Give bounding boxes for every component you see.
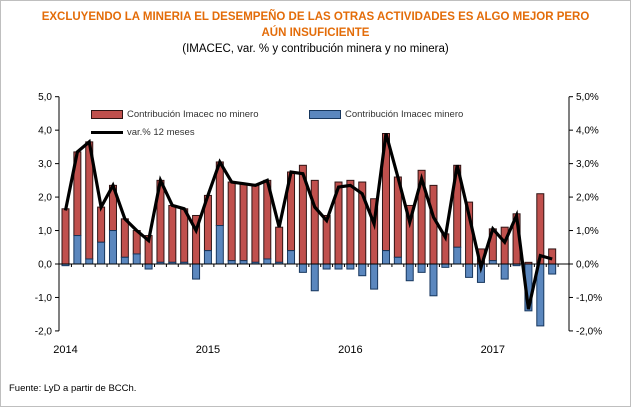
y-tick-label-left: 0,0 (38, 259, 52, 271)
source-note: Fuente: LyD a partir de BCCh. (9, 383, 137, 394)
bar-no-mining (121, 219, 128, 257)
bar-no-mining (181, 209, 188, 263)
bar-mining (406, 264, 413, 281)
bar-mining (347, 264, 354, 269)
y-tick-label-right: 2,0% (576, 192, 599, 204)
legend-item-no-mining (91, 108, 258, 120)
y-tick-label-right: -2,0% (576, 326, 603, 338)
bar-mining (382, 251, 389, 264)
x-year-label: 2016 (338, 343, 363, 356)
bar-no-mining (276, 227, 283, 262)
legend-label-mining: Contribución Imacec minero (345, 108, 464, 120)
bar-mining (98, 242, 105, 264)
legend-item-line (91, 126, 195, 138)
bar-mining (394, 257, 401, 264)
bar-mining (109, 231, 116, 264)
x-year-label: 2017 (480, 343, 506, 356)
bar-mining (145, 264, 152, 269)
y-tick-label-left: -1,0 (34, 292, 52, 304)
bar-no-mining (537, 194, 544, 264)
legend-swatch-no-mining (91, 110, 123, 119)
bar-mining (216, 226, 223, 264)
bar-no-mining (228, 182, 235, 261)
bar-no-mining (62, 209, 69, 264)
chart-title-line1: EXCLUYENDO LA MINERIA EL DESEMPEÑO DE LAS OTRAS ACTIVIDADES ES ALGO MEJOR PERO (41, 11, 590, 23)
bar-no-mining (169, 205, 176, 262)
y-tick-label-left: -2,0 (34, 326, 52, 338)
bar-mining (133, 254, 140, 264)
chart-title-line2: AÚN INSUFICIENTE (261, 27, 370, 39)
y-tick-label-left: 5,0 (38, 92, 52, 104)
bar-mining (454, 247, 461, 264)
legend-swatch-line (91, 131, 123, 134)
bar-no-mining (501, 227, 508, 264)
y-tick-label-right: 0,0% (576, 259, 599, 271)
bar-mining (430, 264, 437, 296)
legend-label-line: var.% 12 meses (127, 126, 195, 138)
x-year-label: 2015 (195, 343, 221, 356)
bar-no-mining (347, 180, 354, 264)
bar-mining (442, 264, 449, 267)
y-tick-label-right: 5,0% (576, 92, 599, 104)
bar-mining (335, 264, 342, 269)
bar-no-mining (549, 249, 556, 264)
bar-mining (466, 264, 473, 277)
y-tick-label-left: 3,0 (38, 159, 52, 171)
chart-plot-area (1, 1, 630, 406)
bar-no-mining (240, 184, 247, 261)
bar-mining (240, 261, 247, 264)
legend-item-mining (309, 108, 463, 120)
y-tick-label-left: 2,0 (38, 192, 52, 204)
bar-mining (74, 236, 81, 264)
bar-mining (371, 264, 378, 289)
y-tick-label-left: 4,0 (38, 125, 52, 137)
bar-mining (311, 264, 318, 291)
bar-mining (299, 264, 306, 272)
bar-no-mining (430, 185, 437, 264)
bar-mining (359, 264, 366, 276)
bar-no-mining (252, 185, 259, 262)
y-tick-label-right: 1,0% (576, 226, 599, 238)
bar-mining (323, 264, 330, 269)
bar-mining (228, 261, 235, 264)
bar-mining (264, 259, 271, 264)
legend-label-no-mining: Contribución Imacec no minero (127, 108, 259, 120)
y-tick-label-right: -1,0% (576, 292, 603, 304)
bar-mining (501, 264, 508, 279)
bar-no-mining (311, 180, 318, 264)
x-year-label: 2014 (53, 343, 78, 356)
bar-mining (121, 257, 128, 264)
bar-mining (86, 259, 93, 264)
bar-mining (204, 251, 211, 264)
bar-no-mining (98, 207, 105, 242)
y-tick-label-left: 1,0 (38, 226, 52, 238)
bar-mining (288, 251, 295, 264)
bar-mining (418, 264, 425, 272)
bar-mining (489, 261, 496, 264)
chart-subtitle: (IMACEC, var. % y contribución minera y no minera) (182, 43, 449, 55)
bar-mining (193, 264, 200, 279)
y-tick-label-right: 4,0% (576, 125, 599, 137)
legend-swatch-mining (309, 110, 341, 119)
bar-mining (549, 264, 556, 274)
y-tick-label-right: 3,0% (576, 159, 599, 171)
